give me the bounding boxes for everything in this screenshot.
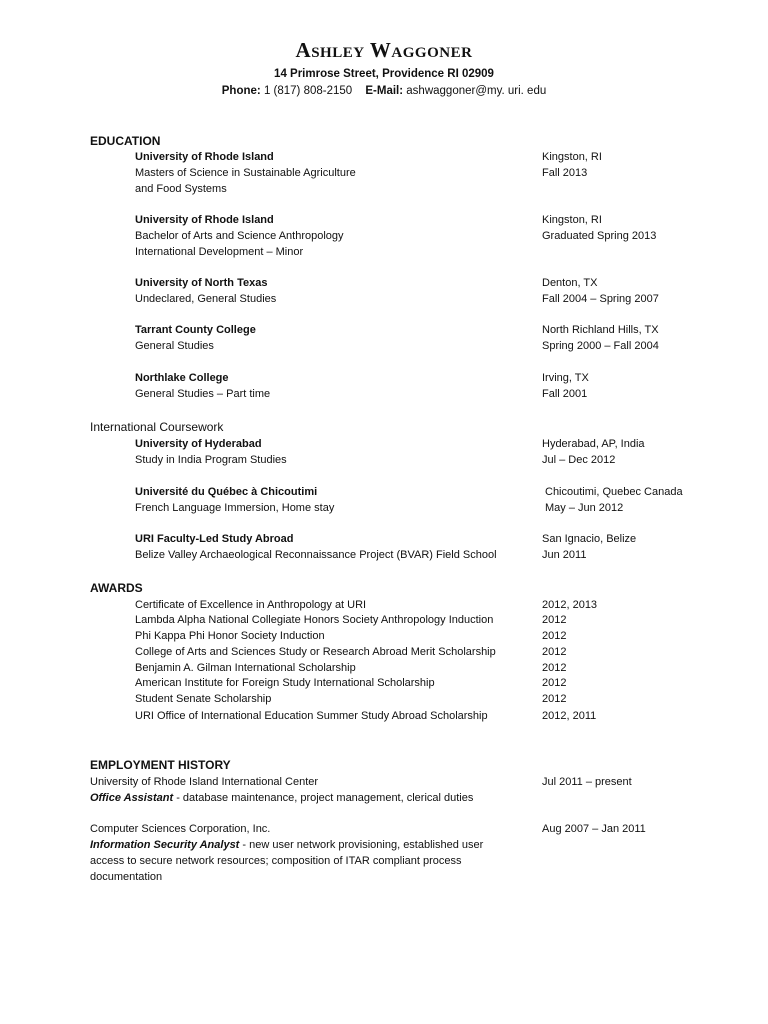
coursework-heading: International Coursework <box>90 420 224 434</box>
degree-line: Bachelor of Arts and Science Anthropology <box>135 230 344 242</box>
email-address: ashwaggoner@my. uri. edu <box>406 85 547 97</box>
program-line: French Language Immersion, Home stay <box>135 502 335 514</box>
employment-dates: Aug 2007 – Jan 2011 <box>542 823 646 835</box>
school-location: Hyderabad, AP, India <box>542 438 645 450</box>
school-name: Northlake College <box>135 372 229 384</box>
degree-line: General Studies – Part time <box>135 388 271 400</box>
school-location: Chicoutimi, Quebec Canada <box>545 486 683 498</box>
award-title: Phi Kappa Phi Honor Society Induction <box>135 630 325 642</box>
school-name: University of Rhode Island <box>135 214 274 226</box>
phone-label: Phone: <box>221 85 261 97</box>
job-title: Office Assistant <box>90 792 174 804</box>
education-heading: EDUCATION <box>90 134 161 148</box>
school-name: URI Faculty-Led Study Abroad <box>135 533 294 545</box>
school-name: University of North Texas <box>135 277 268 289</box>
award-year: 2012 <box>542 693 567 705</box>
award-title: Student Senate Scholarship <box>135 693 272 705</box>
school-location: San Ignacio, Belize <box>542 533 637 545</box>
street-address: 14 Primrose Street, Providence RI 02909 <box>274 68 494 80</box>
contact-line <box>0 83 768 100</box>
award-year: 2012 <box>542 630 567 642</box>
study-dates: May – Jun 2012 <box>545 502 624 514</box>
degree-line: Masters of Science in Sustainable Agriculture <box>135 167 356 179</box>
study-dates: Fall 2001 <box>542 388 588 400</box>
study-dates: Spring 2000 – Fall 2004 <box>542 340 659 352</box>
award-year: 2012 <box>542 646 567 658</box>
candidate-name: Ashley Waggoner <box>295 38 473 62</box>
school-location: North Richland Hills, TX <box>542 324 659 336</box>
award-title: Benjamin A. Gilman International Scholarship <box>135 662 356 674</box>
study-dates: Graduated Spring 2013 <box>542 230 657 242</box>
award-year: 2012 <box>542 677 567 689</box>
job-description-3: documentation <box>90 871 163 883</box>
award-title: College of Arts and Sciences Study or Research Abroad Merit Scholarship <box>135 646 496 658</box>
school-name: Université du Québec à Chicoutimi <box>135 486 318 498</box>
program-line: Belize Valley Archaeological Reconnaissance Project (BVAR) Field School <box>135 549 497 561</box>
award-year: 2012, 2013 <box>542 599 598 611</box>
award-title: URI Office of International Education Summer Study Abroad Scholarship <box>135 710 488 722</box>
school-location: Kingston, RI <box>542 151 602 163</box>
job-title: Information Security Analyst <box>90 839 240 851</box>
school-location: Denton, TX <box>542 277 598 289</box>
phone-number: 1 (817) 808-2150 <box>263 85 353 97</box>
school-name: University of Rhode Island <box>135 151 274 163</box>
degree-line-2: and Food Systems <box>135 183 227 195</box>
degree-line: Undeclared, General Studies <box>135 293 277 305</box>
degree-line-2: International Development – Minor <box>135 246 304 258</box>
award-title: American Institute for Foreign Study International Scholarship <box>135 677 435 689</box>
award-year: 2012 <box>542 662 567 674</box>
resume-header <box>0 36 768 100</box>
study-dates: Fall 2004 – Spring 2007 <box>542 293 659 305</box>
award-year: 2012 <box>542 614 567 626</box>
employer-name: University of Rhode Island International Center <box>90 776 319 788</box>
school-name: University of Hyderabad <box>135 438 262 450</box>
job-description: - new user network provisioning, established user <box>239 839 484 851</box>
email-label: E-Mail: <box>365 85 404 97</box>
award-title: Lambda Alpha National Collegiate Honors Society Anthropology Induction <box>135 614 494 626</box>
degree-line: General Studies <box>135 340 214 352</box>
study-dates: Jul – Dec 2012 <box>542 454 616 466</box>
employment-heading: EMPLOYMENT HISTORY <box>90 758 231 772</box>
study-dates: Fall 2013 <box>542 167 588 179</box>
employer-name: Computer Sciences Corporation, Inc. <box>90 823 271 835</box>
job-description: - database maintenance, project management, clerical duties <box>173 792 474 804</box>
award-title: Certificate of Excellence in Anthropology at URI <box>135 599 367 611</box>
school-name: Tarrant County College <box>135 324 256 336</box>
awards-heading: AWARDS <box>90 581 143 595</box>
study-dates: Jun 2011 <box>542 549 587 561</box>
school-location: Kingston, RI <box>542 214 602 226</box>
employment-dates: Jul 2011 – present <box>542 776 632 788</box>
program-line: Study in India Program Studies <box>135 454 287 466</box>
school-location: Irving, TX <box>542 372 589 384</box>
job-description-2: access to secure network resources; composition of ITAR compliant process <box>90 855 462 867</box>
award-year: 2012, 2011 <box>542 710 597 722</box>
